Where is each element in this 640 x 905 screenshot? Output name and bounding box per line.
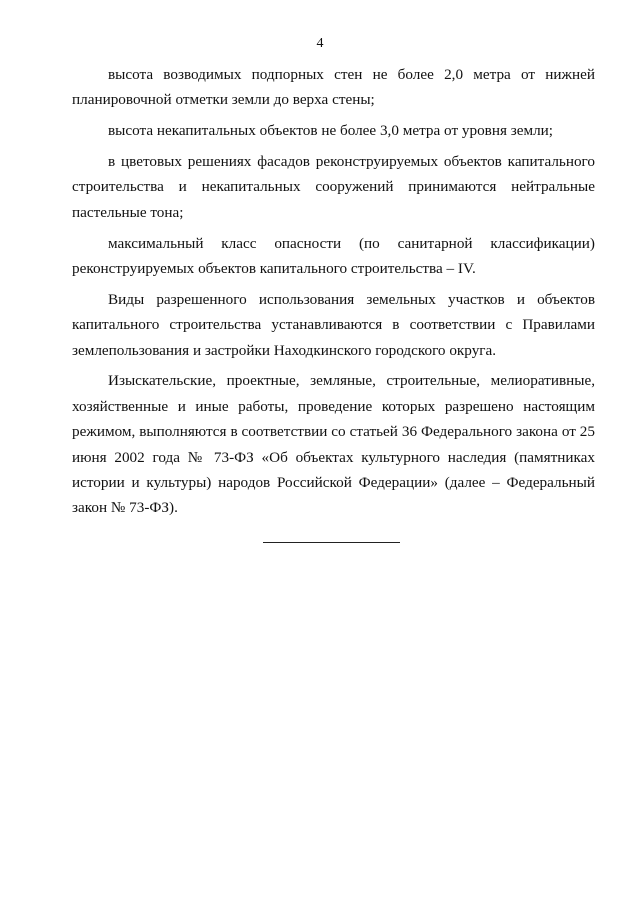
paragraph-hazard-class: максимальный класс опасности (по санитарной классификации) реконструируемых объектов капитального строительства – IV. (72, 234, 595, 278)
paragraph-non-capital-height: высота некапитальных объектов не более 3,0 метра от уровня земли; (108, 122, 554, 140)
paragraph-retaining-walls-height: высота возводимых подпорных стен не более 2,0 метра от нижней планировочной отметки земли до верха стены; (72, 66, 595, 109)
paragraph-permitted-use: Виды разрешенного использования земельных участков и объектов капитального строительства устанавливаются в соответствии с Правилами землепользования и застройки Находкинского городского округа. (72, 290, 595, 359)
document-body (72, 62, 595, 526)
end-divider-line (263, 542, 400, 543)
paragraph-works-regulation: Изыскательские, проектные, земляные, строительные, мелиоративные, хозяйственные и иные работы, проведение которых разрешено настоящим режимом, выполняются в соответствии со статьей 36 Федерального закона от 25 июня 2002 года № 73-ФЗ «Об объектах культурного наследия (памятниках истории и культуры) народов Российской Федерации» (далее – Федеральный закон № 73-ФЗ). (72, 372, 595, 517)
paragraph-facade-colors: в цветовых решениях фасадов реконструируемых объектов капитального строительства и некапитальных сооружений принимаются нейтральные пастельные тона; (72, 153, 595, 221)
page-number: 4 (316, 36, 324, 51)
